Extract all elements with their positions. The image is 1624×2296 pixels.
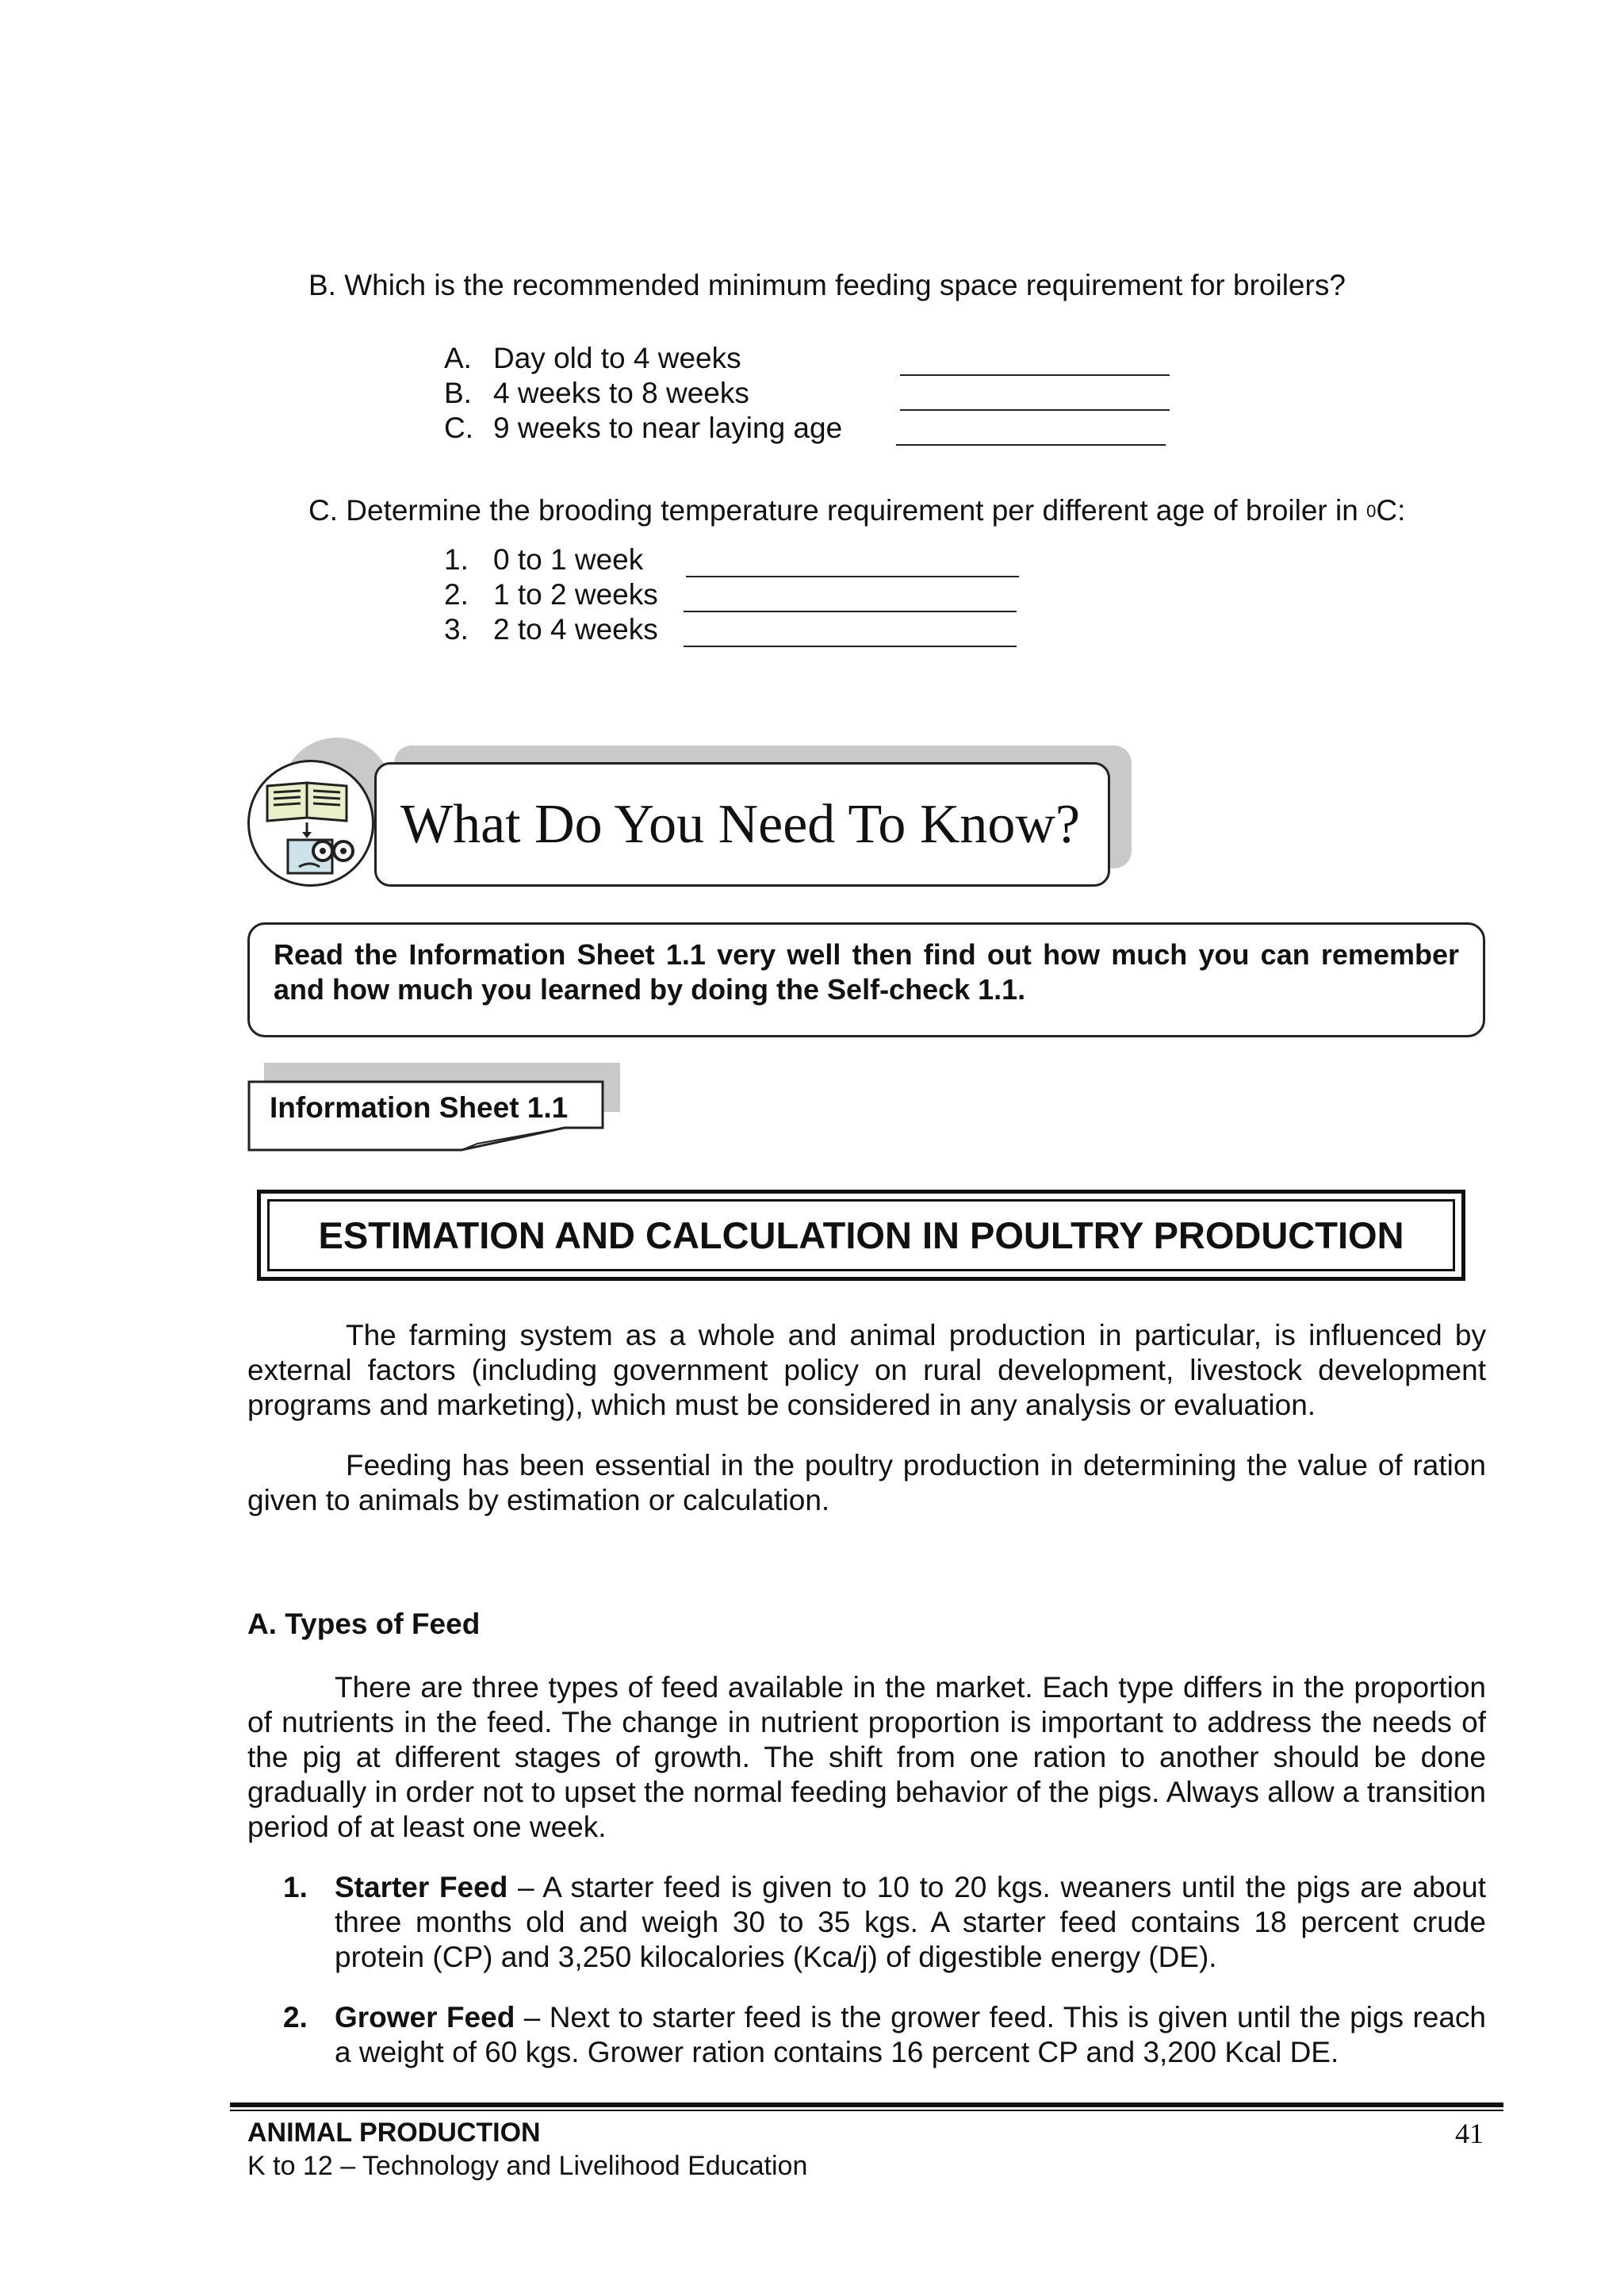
footer-subtitle: K to 12 – Technology and Livelihood Education bbox=[247, 2151, 808, 2181]
temp-item-3: 3. 2 to 4 weeks bbox=[444, 613, 658, 646]
temp-blank-2[interactable] bbox=[684, 581, 1017, 612]
footer-title: ANIMAL PRODUCTION bbox=[247, 2118, 541, 2148]
starter-feed-item: Starter Feed – A starter feed is given to 10 to 20 kgs. weaners until the pigs are about three months old and weigh 30 to 35 kgs. A starter feed contains 18 percent crude protein (CP) and 3,250 kilocalories (Kca/j) of digestible energy (DE). bbox=[335, 1871, 1486, 1973]
option-c: C. 9 weeks to near laying age bbox=[444, 412, 843, 444]
answer-blank-b[interactable] bbox=[900, 379, 1170, 411]
item-2-number: 2. bbox=[283, 2001, 308, 2033]
know-title: What Do You Need To Know? bbox=[400, 794, 1081, 855]
info-sheet-label: Information Sheet 1.1 bbox=[270, 1091, 569, 1124]
temp-item-2: 2. 1 to 2 weeks bbox=[444, 578, 658, 611]
types-of-feed-heading: A. Types of Feed bbox=[247, 1608, 481, 1640]
answer-blank-c[interactable] bbox=[896, 414, 1166, 446]
item-1-number: 1. bbox=[283, 1871, 308, 1903]
paragraph-types-intro: There are three types of feed available in the market. Each type differs in the proportion of nutrients in the feed. The change in nutrient proportion is important to address the needs of the pig at different stages of growth. The shift from one ration to another should be done gradually in order not to upset the normal feeding behavior of the pigs. Always allow a transition period of at least one week. bbox=[247, 1671, 1486, 1843]
option-b: B. 4 weeks to 8 weeks bbox=[444, 377, 749, 409]
footer-rule-thick bbox=[230, 2102, 1503, 2107]
paragraph-farming-system: The farming system as a whole and animal production in particular, is influenced by external factors (including government policy on rural development, livestock development programs and marketing), which must be considered in any analysis or evaluation. bbox=[247, 1319, 1486, 1421]
grower-feed-item: Grower Feed – Next to starter feed is the grower feed. This is given until the pigs reach a weight of 60 kgs. Grower ration contains 16 percent CP and 3,200 Kcal DE. bbox=[335, 2001, 1486, 2068]
temp-blank-1[interactable] bbox=[686, 546, 1019, 577]
answer-blank-a[interactable] bbox=[900, 344, 1170, 376]
temp-item-1: 1. 0 to 1 week bbox=[444, 543, 644, 576]
option-a: A. Day old to 4 weeks bbox=[444, 342, 741, 374]
temp-blank-3[interactable] bbox=[684, 615, 1017, 647]
instruction-text: Read the Information Sheet 1.1 very well then find out how much you can remember and how much you learned by doing the Self-check 1.1. bbox=[274, 938, 1459, 1006]
book-reader-icon bbox=[247, 760, 374, 887]
page-number: 41 bbox=[1455, 2118, 1484, 2149]
question-c-prompt: C. Determine the brooding temperature requirement per different age of broiler in $^0$C: bbox=[308, 494, 1406, 527]
paragraph-feeding: Feeding has been essential in the poultry production in determining the value of ration given to animals by estimation or calculation. bbox=[247, 1449, 1486, 1516]
question-b-prompt: B. Which is the recommended minimum feeding space requirement for broilers? bbox=[308, 269, 1346, 301]
section-title: ESTIMATION AND CALCULATION IN POULTRY PRODUCTION bbox=[318, 1214, 1404, 1256]
footer-rule-thin bbox=[230, 2110, 1503, 2111]
